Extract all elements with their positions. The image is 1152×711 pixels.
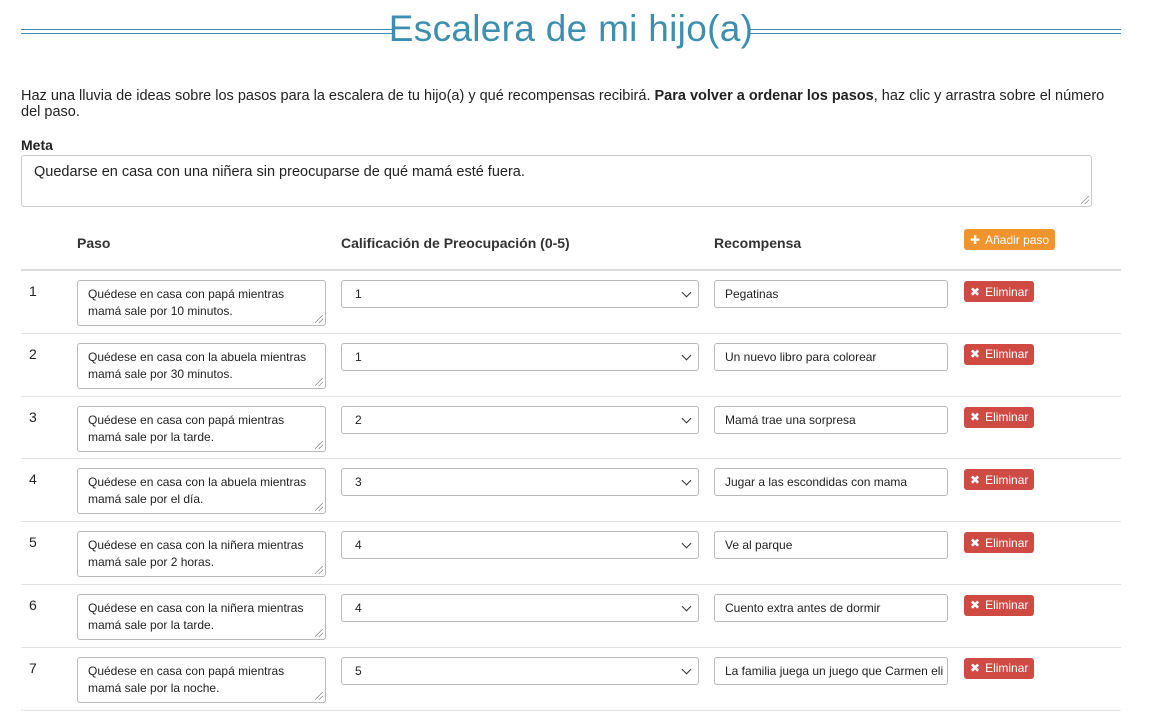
table-row [21, 334, 1121, 397]
worry-rating-value: 4 [355, 538, 362, 553]
resize-handle-icon[interactable] [315, 503, 323, 511]
table-row [21, 522, 1121, 585]
title-rule-right [749, 29, 1121, 34]
delete-step-button[interactable] [964, 281, 1034, 302]
plus-icon: ✚ [970, 232, 981, 247]
table-row [21, 459, 1121, 522]
intro-bold: Para volver a ordenar los pasos [654, 88, 874, 104]
delete-step-button[interactable] [964, 595, 1034, 616]
reward-value: Cuento extra antes de dormir [725, 600, 881, 615]
reward-input[interactable] [714, 406, 948, 434]
delete-step-label: Eliminar [985, 661, 1029, 676]
worry-rating-value: 1 [355, 287, 362, 301]
delete-step-label: Eliminar [985, 347, 1029, 362]
column-header-reward: Recompensa [714, 235, 802, 251]
step-number-drag-handle[interactable]: 4 [29, 471, 37, 488]
table-row [21, 648, 1121, 711]
step-number-drag-handle[interactable]: 6 [29, 596, 37, 613]
step-number-drag-handle[interactable]: 3 [29, 408, 37, 425]
column-header-step: Paso [77, 235, 111, 251]
close-icon: ✖ [970, 535, 981, 550]
chevron-down-icon [682, 539, 692, 549]
close-icon: ✖ [970, 410, 981, 425]
add-step-button[interactable] [964, 229, 1055, 250]
step-textarea[interactable] [77, 657, 326, 703]
reward-value: La familia juega un juego que Carmen eli [725, 663, 944, 678]
worry-rating-value: 2 [355, 412, 362, 427]
close-icon: ✖ [970, 347, 981, 362]
table-header [21, 219, 1121, 271]
chevron-down-icon [682, 664, 692, 674]
step-text: Quédese en casa con papá mientras mamá sale por la tarde. [88, 412, 285, 444]
worry-rating-select[interactable] [341, 406, 699, 434]
delete-step-label: Eliminar [985, 598, 1029, 613]
step-number-drag-handle[interactable]: 5 [29, 534, 37, 551]
intro-text [21, 88, 1121, 120]
reward-input[interactable] [714, 657, 948, 685]
delete-step-label: Eliminar [985, 535, 1029, 550]
step-textarea[interactable] [77, 343, 326, 389]
chevron-down-icon [682, 476, 692, 486]
worry-rating-value: 1 [355, 349, 362, 364]
step-number-drag-handle[interactable]: 1 [29, 283, 37, 299]
table-body [21, 271, 1121, 711]
step-text: Quédese en casa con la niñera mientras mamá sale por 2 horas. [88, 538, 304, 570]
close-icon: ✖ [970, 284, 981, 299]
step-textarea[interactable] [77, 406, 326, 452]
add-step-label: Añadir paso [985, 232, 1050, 247]
step-number-drag-handle[interactable]: 2 [29, 345, 37, 362]
step-textarea[interactable] [77, 468, 326, 514]
resize-handle-icon[interactable] [315, 441, 323, 449]
meta-textarea[interactable] [21, 155, 1092, 207]
worry-rating-select[interactable] [341, 657, 699, 685]
intro-part-1: Haz una lluvia de ideas sobre los pasos para la escalera de tu hijo(a) y qué recompensas recibirá. [21, 88, 655, 104]
chevron-down-icon [682, 350, 692, 360]
reward-value: Un nuevo libro para colorear [725, 349, 877, 364]
reward-input[interactable] [714, 280, 948, 308]
reward-input[interactable] [714, 531, 948, 559]
delete-step-button[interactable] [964, 658, 1034, 679]
delete-step-button[interactable] [964, 532, 1034, 553]
worry-rating-value: 4 [355, 600, 362, 615]
delete-step-button[interactable] [964, 344, 1034, 365]
step-textarea[interactable] [77, 280, 326, 326]
reward-input[interactable] [714, 594, 948, 622]
worry-rating-value: 5 [355, 663, 362, 678]
worry-rating-select[interactable] [341, 468, 699, 496]
reward-input[interactable] [714, 343, 948, 371]
reward-value: Pegatinas [725, 287, 779, 301]
step-number-drag-handle[interactable]: 7 [29, 659, 37, 676]
close-icon: ✖ [970, 598, 981, 613]
resize-handle-icon[interactable] [315, 566, 323, 574]
meta-label: Meta [21, 137, 53, 153]
delete-step-label: Eliminar [985, 284, 1029, 299]
worry-rating-select[interactable] [341, 280, 699, 308]
resize-handle-icon[interactable] [1081, 196, 1089, 204]
delete-step-button[interactable] [964, 469, 1034, 490]
table-row [21, 397, 1121, 460]
delete-step-label: Eliminar [985, 472, 1029, 487]
reward-value: Jugar a las escondidas con mama [725, 475, 908, 490]
worry-rating-select[interactable] [341, 343, 699, 371]
reward-input[interactable] [714, 468, 948, 496]
resize-handle-icon[interactable] [315, 315, 323, 323]
title-row [21, 0, 1121, 64]
step-text: Quédese en casa con la niñera mientras mamá sale por la tarde. [88, 600, 304, 632]
worry-rating-value: 3 [355, 475, 362, 490]
chevron-down-icon [682, 602, 692, 612]
reward-value: Mamá trae una sorpresa [725, 412, 856, 427]
reward-value: Ve al parque [725, 538, 793, 553]
close-icon: ✖ [970, 472, 981, 487]
delete-step-button[interactable] [964, 407, 1034, 428]
column-header-rating: Calificación de Preocupación (0-5) [341, 235, 570, 251]
close-icon: ✖ [970, 661, 981, 676]
intro-part-2: , haz clic y arrastra sobre el número del paso. [21, 88, 1105, 120]
step-text: Quédese en casa con la abuela mientras mamá sale por el día. [88, 475, 307, 507]
meta-value: Quedarse en casa con una niñera sin preocuparse de qué mamá esté fuera. [34, 164, 525, 180]
worry-rating-select[interactable] [341, 531, 699, 559]
step-text: Quédese en casa con papá mientras mamá sale por la noche. [88, 663, 285, 695]
chevron-down-icon [682, 413, 692, 423]
table-row [21, 271, 1121, 334]
table-row [21, 585, 1121, 648]
step-text: Quédese en casa con la abuela mientras mamá sale por 30 minutos. [88, 349, 307, 381]
delete-step-label: Eliminar [985, 410, 1029, 425]
page-title: Escalera de mi hijo(a) [388, 8, 754, 49]
chevron-down-icon [682, 288, 692, 298]
step-textarea[interactable] [77, 531, 326, 577]
resize-handle-icon[interactable] [315, 378, 323, 386]
step-text: Quédese en casa con papá mientras mamá sale por 10 minutos. [88, 287, 285, 318]
step-textarea[interactable] [77, 594, 326, 640]
worry-rating-select[interactable] [341, 594, 699, 622]
resize-handle-icon[interactable] [315, 629, 323, 637]
resize-handle-icon[interactable] [315, 692, 323, 700]
